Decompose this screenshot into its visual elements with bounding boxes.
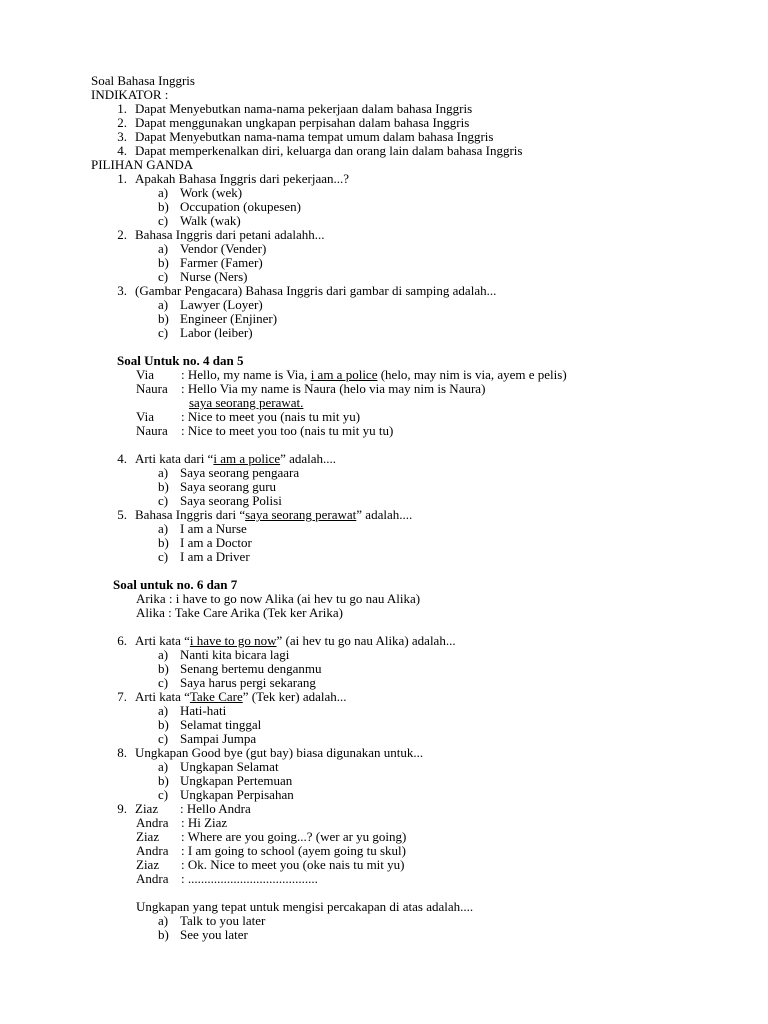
question-1: 1. Apakah Bahasa Inggris dari pekerjaan...? <box>117 171 350 186</box>
option-b: b) Ungkapan Pertemuan <box>158 773 293 788</box>
option-a: a) Work (wek) <box>158 185 243 200</box>
dialog-line: Via : Hello, my name is Via, i am a police (helo, may nim is via, ayem e pelis) <box>136 367 567 382</box>
question-9-line: 9. Ziaz : Hello Andra <box>117 801 251 816</box>
option-a: a) Ungkapan Selamat <box>158 759 279 774</box>
option-c: c) Labor (leiber) <box>158 325 253 340</box>
question-2: 2. Bahasa Inggris dari petani adalahh... <box>117 227 325 242</box>
question-5: 5. Bahasa Inggris dari “saya seorang perawat” adalah.... <box>117 507 413 522</box>
option-b: b) Occupation (okupesen) <box>158 199 301 214</box>
dialog-line: Andra : ........................................ <box>136 871 318 886</box>
dialog-line: Ziaz : Where are you going...? (wer ar yu going) <box>136 829 407 844</box>
question-7: 7. Arti kata “Take Care” (Tek ker) adalah... <box>117 689 347 704</box>
option-c: c) Saya seorang Polisi <box>158 493 282 508</box>
dialog-continuation: saya seorang perawat. <box>189 395 304 410</box>
option-c: c) Nurse (Ners) <box>158 269 248 284</box>
option-a: a) Nanti kita bicara lagi <box>158 647 290 662</box>
dialog-line: Ziaz : Ok. Nice to meet you (oke nais tu mit yu) <box>136 857 405 872</box>
pilihan-ganda-heading: PILIHAN GANDA <box>91 157 194 172</box>
option-c: c) Walk (wak) <box>158 213 241 228</box>
option-b: b) Saya seorang guru <box>158 479 277 494</box>
dialog-line: Arika : i have to go now Alika (ai hev tu go nau Alika) <box>136 591 421 606</box>
indikator-heading: INDIKATOR : <box>91 87 169 102</box>
option-c: c) Saya harus pergi sekarang <box>158 675 316 690</box>
question-8: 8. Ungkapan Good bye (gut bay) biasa digunakan untuk... <box>117 745 424 760</box>
question-9-prompt: Ungkapan yang tepat untuk mengisi percakapan di atas adalah.... <box>136 899 474 914</box>
option-c: c) Sampai Jumpa <box>158 731 257 746</box>
option-b: b) I am a Doctor <box>158 535 252 550</box>
option-a: a) I am a Nurse <box>158 521 247 536</box>
indikator-item: 1. Dapat Menyebutkan nama-nama pekerjaan dalam bahasa Inggris <box>117 101 473 116</box>
option-b: b) Senang bertemu denganmu <box>158 661 322 676</box>
option-c: c) I am a Driver <box>158 549 250 564</box>
option-b: b) Selamat tinggal <box>158 717 262 732</box>
question-3: 3. (Gambar Pengacara) Bahasa Inggris dari gambar di samping adalah... <box>117 283 497 298</box>
option-c: c) Ungkapan Perpisahan <box>158 787 294 802</box>
dialog-line: Naura : Nice to meet you too (nais tu mit yu tu) <box>136 423 394 438</box>
option-b: b) Farmer (Famer) <box>158 255 263 270</box>
indikator-item: 3. Dapat Menyebutkan nama-nama tempat umum dalam bahasa Inggris <box>117 129 494 144</box>
option-b: b) See you later <box>158 927 248 942</box>
question-4: 4. Arti kata dari “i am a police” adalah.... <box>117 451 337 466</box>
dialog-line: Via : Nice to meet you (nais tu mit yu) <box>136 409 361 424</box>
dialog-line: Alika : Take Care Arika (Tek ker Arika) <box>136 605 343 620</box>
dialog-line: Andra : I am going to school (ayem going tu skul) <box>136 843 406 858</box>
option-a: a) Saya seorang pengaara <box>158 465 300 480</box>
option-a: a) Vendor (Vender) <box>158 241 267 256</box>
dialog-line: Naura : Hello Via my name is Naura (helo via may nim is Naura) <box>136 381 486 396</box>
option-a: a) Hati-hati <box>158 703 227 718</box>
option-a: a) Talk to you later <box>158 913 266 928</box>
doc-title: Soal Bahasa Inggris <box>91 73 195 88</box>
section-heading-6-7: Soal untuk no. 6 dan 7 <box>113 577 238 592</box>
question-6: 6. Arti kata “i have to go now” (ai hev tu go nau Alika) adalah... <box>117 633 456 648</box>
section-heading-4-5: Soal Untuk no. 4 dan 5 <box>117 353 244 368</box>
indikator-item: 2. Dapat menggunakan ungkapan perpisahan dalam bahasa Inggris <box>117 115 470 130</box>
indikator-item: 4. Dapat memperkenalkan diri, keluarga dan orang lain dalam bahasa Inggris <box>117 143 523 158</box>
dialog-line: Andra : Hi Ziaz <box>136 815 228 830</box>
option-b: b) Engineer (Enjiner) <box>158 311 278 326</box>
option-a: a) Lawyer (Loyer) <box>158 297 263 312</box>
